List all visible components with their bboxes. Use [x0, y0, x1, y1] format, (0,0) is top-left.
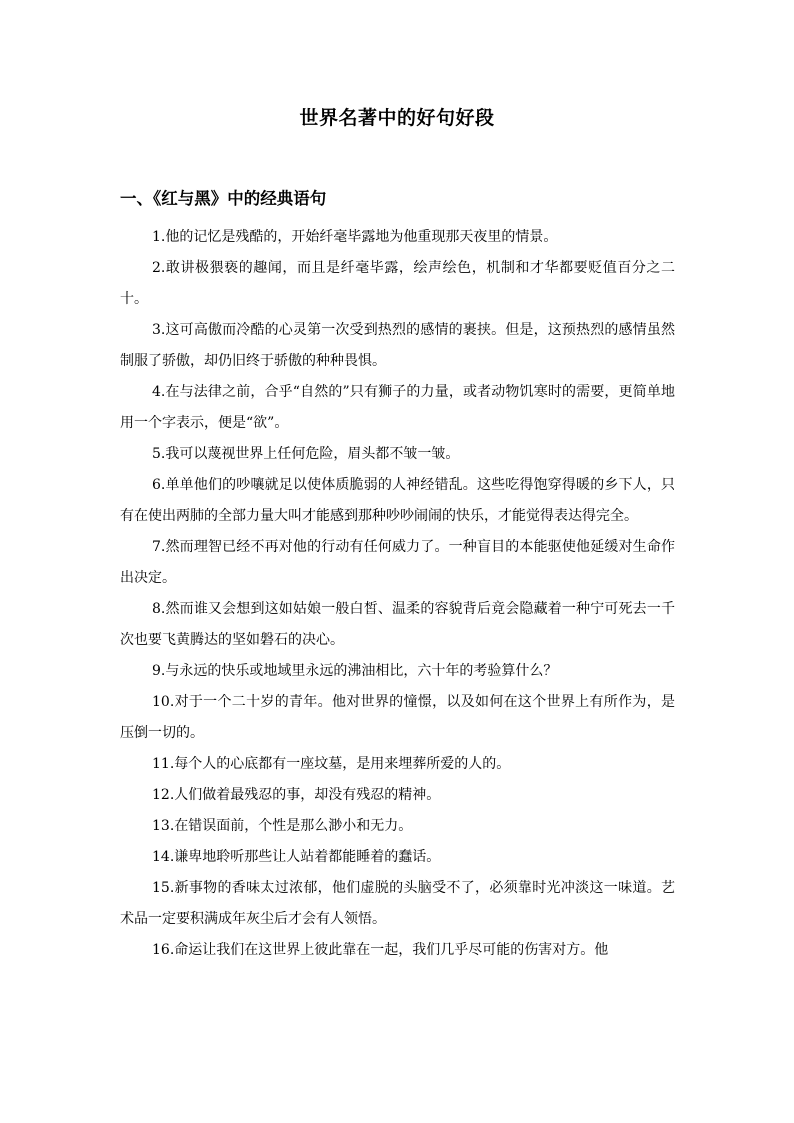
quote-paragraph-14: 14.谦卑地聆听那些让人站着都能睡着的蠢话。	[152, 849, 441, 865]
quote-paragraph-6: 6.单单他们的吵嚷就足以使体质脆弱的人神经错乱。这些吃得饱穿得暖的乡下人，只有在使出两肺的全部力量大叫才能感到那种吵吵闹闹的快乐，才能觉得表达得完全。	[120, 477, 675, 524]
quote-paragraph-2: 2.敢讲极猥亵的趣闻，而且是纤毫毕露，绘声绘色，机制和才华都要贬值百分之二十。	[120, 260, 675, 307]
quote-paragraph-3: 3.这可高傲而冷酷的心灵第一次受到热烈的感情的裹挟。但是，这预热烈的感情虽然制服了骄傲，却仍旧终于骄傲的种种畏惧。	[120, 322, 675, 369]
quote-paragraph-11: 11.每个人的心底都有一座坟墓，是用来埋葬所爱的人的。	[152, 756, 511, 772]
quote-paragraph-8: 8.然而谁又会想到这如姑娘一般白皙、温柔的容貌背后竟会隐藏着一种宁可死去一千次也要飞黄腾达的坚如磐石的决心。	[120, 601, 675, 648]
quote-paragraph-4: 4.在与法律之前，合乎“自然的”只有狮子的力量，或者动物饥寒时的需要，更简单地用一个字表示，便是“欲”。	[120, 384, 675, 431]
quote-list	[120, 222, 675, 966]
quote-paragraph-1: 1.他的记忆是残酷的，开始纤毫毕露地为他重现那天夜里的情景。	[152, 229, 558, 245]
quote-paragraph-16: 16.命运让我们在这世界上彼此靠在一起，我们几乎尽可能的伤害对方。他	[152, 942, 609, 958]
quote-paragraph-7: 7.然而理智已经不再对他的行动有任何威力了。一种盲目的本能驱使他延缓对生命作出决定。	[120, 539, 675, 586]
quote-paragraph-9: 9.与永远的快乐或地域里永远的沸油相比，六十年的考验算什么？	[152, 663, 558, 679]
quote-paragraph-15: 15.新事物的香味太过浓郁，他们虚脱的头脑受不了，必须靠时光冲淡这一味道。艺术品一定要积满成年灰尘后才会有人领悟。	[120, 880, 675, 927]
section-heading: 一、《红与黑》中的经典语句	[120, 189, 327, 208]
quote-paragraph-13: 13.在错误面前，个性是那么渺小和无力。	[152, 818, 413, 834]
document-title: 世界名著中的好句好段	[299, 107, 495, 129]
quote-paragraph-10: 10.对于一个二十岁的青年。他对世界的憧憬，以及如何在这个世界上有所作为，是压倒一切的。	[120, 694, 675, 741]
quote-paragraph-5: 5.我可以蔑视世界上任何危险，眉头都不皱一皱。	[152, 446, 460, 462]
quote-paragraph-12: 12.人们做着最残忍的事，却没有残忍的精神。	[152, 787, 441, 803]
